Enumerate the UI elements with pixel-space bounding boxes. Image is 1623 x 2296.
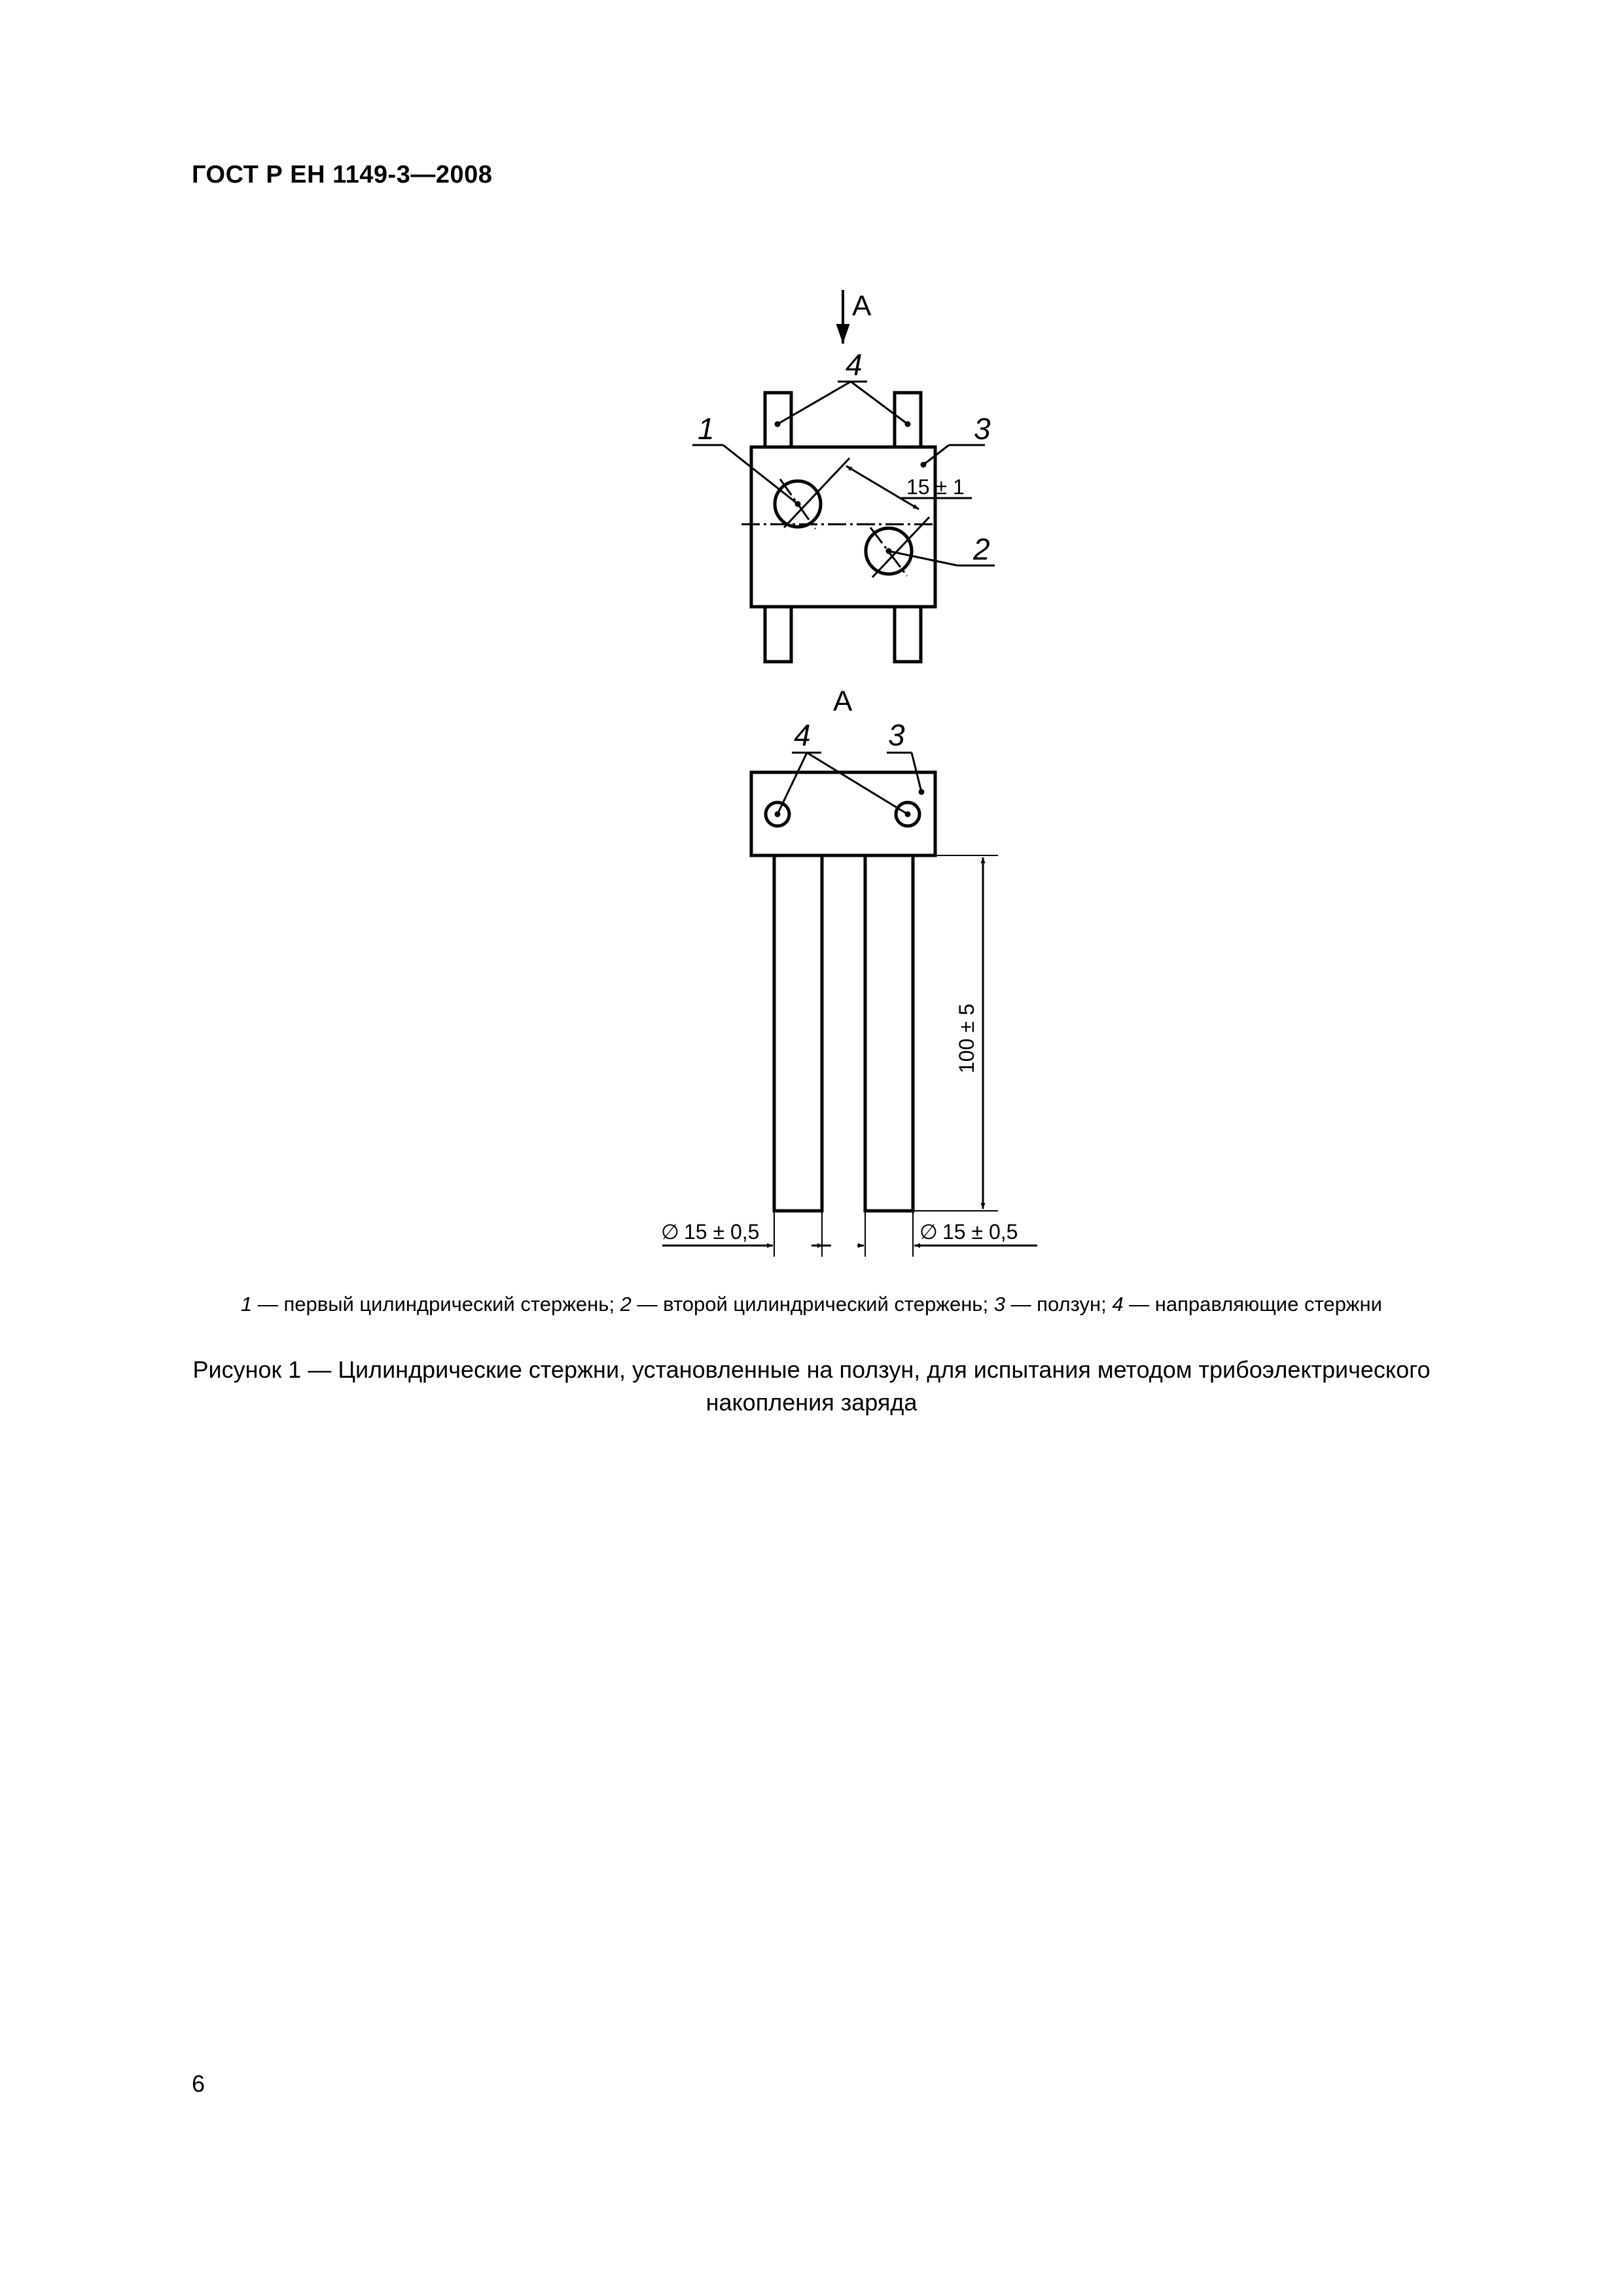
dim-spacing-label: 15 ± 1 <box>906 475 965 499</box>
dim-diam-right-label: 15 ± 0,5 <box>942 1220 1018 1244</box>
guide-rod-top-right <box>895 393 921 447</box>
document-code-header: ГОСТ Р ЕН 1149-3—2008 <box>192 161 493 188</box>
guide-rod-bottom-left <box>765 607 791 662</box>
view-a <box>662 753 1037 1257</box>
legend-text-2: — второй цилиндрический стержень; <box>631 1293 994 1316</box>
legend-text-3: — ползун; <box>1005 1293 1113 1316</box>
callout-3-top: 3 <box>974 412 991 446</box>
callout-4-top: 4 <box>846 348 863 382</box>
diam-symbol-right: ∅ <box>919 1220 938 1244</box>
dim-diam-left-label: 15 ± 0,5 <box>684 1220 760 1244</box>
diam-symbol-left: ∅ <box>661 1220 679 1244</box>
cylinder-rod-side-left <box>774 855 822 1211</box>
caption-line-1: Рисунок 1 — Цилиндрические стержни, установленные на ползун, для испытания методом трибоэлектрического <box>192 1356 1431 1383</box>
legend-num-3: 3 <box>993 1293 1005 1316</box>
callout-2: 2 <box>973 532 990 566</box>
legend-num-1: 1 <box>241 1293 253 1316</box>
callout-4-view-a: 4 <box>794 718 811 752</box>
leader-4a <box>777 382 851 424</box>
dim-length-label: 100 ± 5 <box>955 1003 978 1073</box>
guide-rod-bottom-right <box>895 607 921 662</box>
leader-1b <box>723 445 798 504</box>
callout-3-view-a: 3 <box>888 718 905 752</box>
guide-rod-top-left <box>765 393 791 447</box>
figure-caption <box>190 1354 1433 1419</box>
figure-legend <box>0 1293 1623 1316</box>
legend-text-1: — первый цилиндрический стержень; <box>252 1293 620 1316</box>
slider-body-top <box>751 447 935 607</box>
cylinder-rod-side-right <box>865 855 913 1211</box>
leader-2 <box>889 551 957 565</box>
callout-1: 1 <box>698 412 715 446</box>
legend-text-4: — направляющие стержни <box>1123 1293 1382 1316</box>
view-a-title: A <box>833 685 853 717</box>
leader-4b <box>851 382 908 424</box>
page-number: 6 <box>192 2070 205 2097</box>
caption-line-2: накопления заряда <box>705 1389 918 1416</box>
legend-num-4: 4 <box>1112 1293 1124 1316</box>
legend-num-2: 2 <box>620 1293 632 1316</box>
view-marker-label: A <box>852 290 872 322</box>
ext-line-2 <box>872 517 929 577</box>
